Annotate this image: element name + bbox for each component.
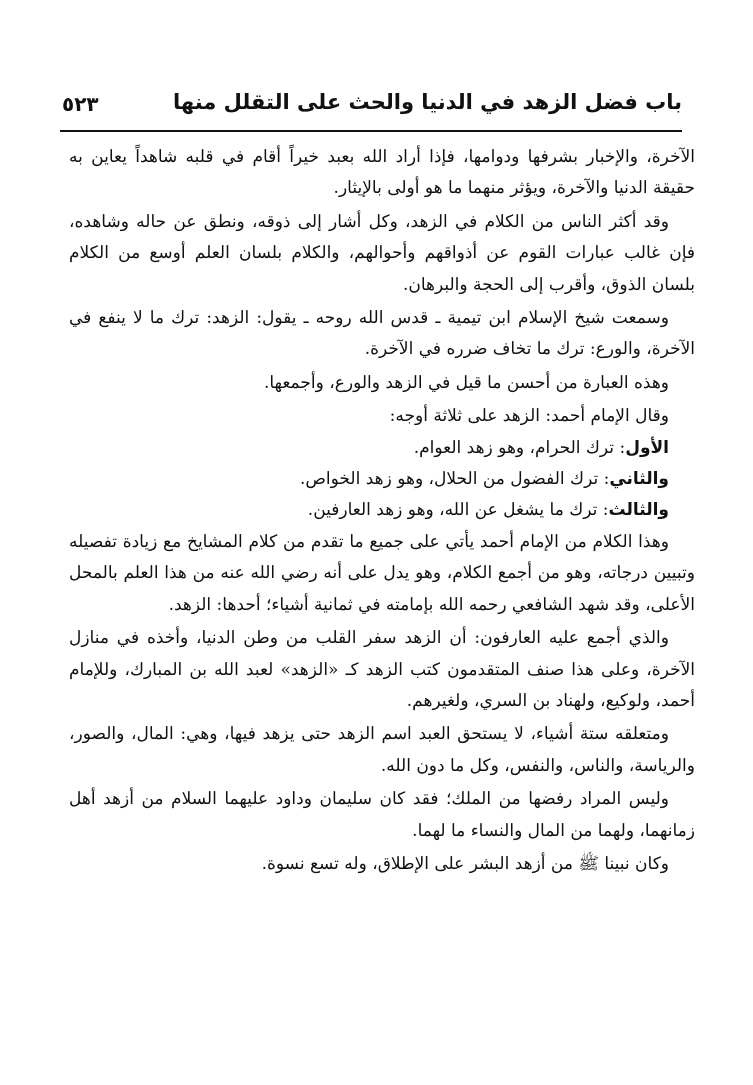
paragraph: ومتعلقه ستة أشياء، لا يستحق العبد اسم الزهد حتى يزهد فيها، وهي: المال، والصور، والرياسة، والناس، والنفس، وكل ما دون الله. <box>69 724 695 776</box>
paragraph: وهذا الكلام من الإمام أحمد يأتي على جميع ما تقدم من كلام المشايخ مع زيادة تفصيله وتبيين درجاته، وهو من أجمع الكلام، وهو يدل على أنه رضي الله عنه من هذا العلم بالمحل الأعلى، وقد شهد الشافعي رحمه الله بإمامته في ثمانية أشياء؛ أحدها: الزهد. <box>69 531 695 615</box>
paragraph: وليس المراد رفضها من الملك؛ فقد كان سليمان وداود عليهما السلام من أزهد أهل زمانهما، ولهما من المال والنساء ما لهما. <box>69 789 695 841</box>
list-item <box>69 495 695 526</box>
header-rule <box>60 130 682 132</box>
list-item-lead: والثالث <box>608 500 669 521</box>
paragraph: والذي أجمع عليه العارفون: أن الزهد سفر القلب من وطن الدنيا، وأخذه في منازل الآخرة، وعلى هذا صنف المتقدمون كتب الزهد كـ «الزهد» لعبد الله بن المبارك، وللإمام أحمد، ولوكيع، ولهناد بن السري، ولغيرهم. <box>69 628 695 711</box>
paragraph: وهذه العبارة من أحسن ما قيل في الزهد والورع، وأجمعها. <box>263 372 669 393</box>
list-item-lead: والثاني <box>609 469 669 490</box>
paragraph: وقال الإمام أحمد: الزهد على ثلاثة أوجه: <box>389 406 669 427</box>
list-item <box>69 433 695 464</box>
paragraph: وكان نبينا ﷺ من أزهد البشر على الإطلاق، وله تسع نسوة. <box>261 853 669 874</box>
list-item-text: : ترك الفضول من الحلال، وهو زهد الخواص. <box>299 469 610 490</box>
page-number: ٥٢٣ <box>62 92 99 116</box>
paragraph: وسمعت شيخ الإسلام ابن تيمية ـ قدس الله روحه ـ يقول: الزهد: ترك ما لا ينفع في الآخرة، والورع: ترك ما تخاف ضرره في الآخرة. <box>69 308 695 360</box>
body-text <box>69 142 695 880</box>
page-header <box>62 88 682 128</box>
list-item-text: : ترك ما يشغل عن الله، وهو زهد العارفين. <box>307 500 609 521</box>
running-title: باب فضل الزهد في الدنيا والحث على التقلل منها <box>172 90 682 114</box>
paragraph: الآخرة، والإخبار بشرفها ودوامها، فإذا أراد الله بعبد خيراً أقام في قلبه شاهداً يعاين به حقيقة الدنيا والآخرة، ويؤثر منهما ما هو أولى بالإيثار. <box>69 147 695 199</box>
list-item-text: : ترك الحرام، وهو زهد العوام. <box>413 437 626 458</box>
paragraph: وقد أكثر الناس من الكلام في الزهد، وكل أشار إلى ذوقه، ونطق عن حاله وشاهده، فإن غالب عبارات القوم عن أذواقهم وأحوالهم، والكلام بلسان العلم أوسع من الكلام بلسان الذوق، وأقرب إلى الحجة والبرهان. <box>69 211 695 295</box>
list-item-lead: الأول <box>625 437 669 458</box>
list-item <box>69 464 695 495</box>
